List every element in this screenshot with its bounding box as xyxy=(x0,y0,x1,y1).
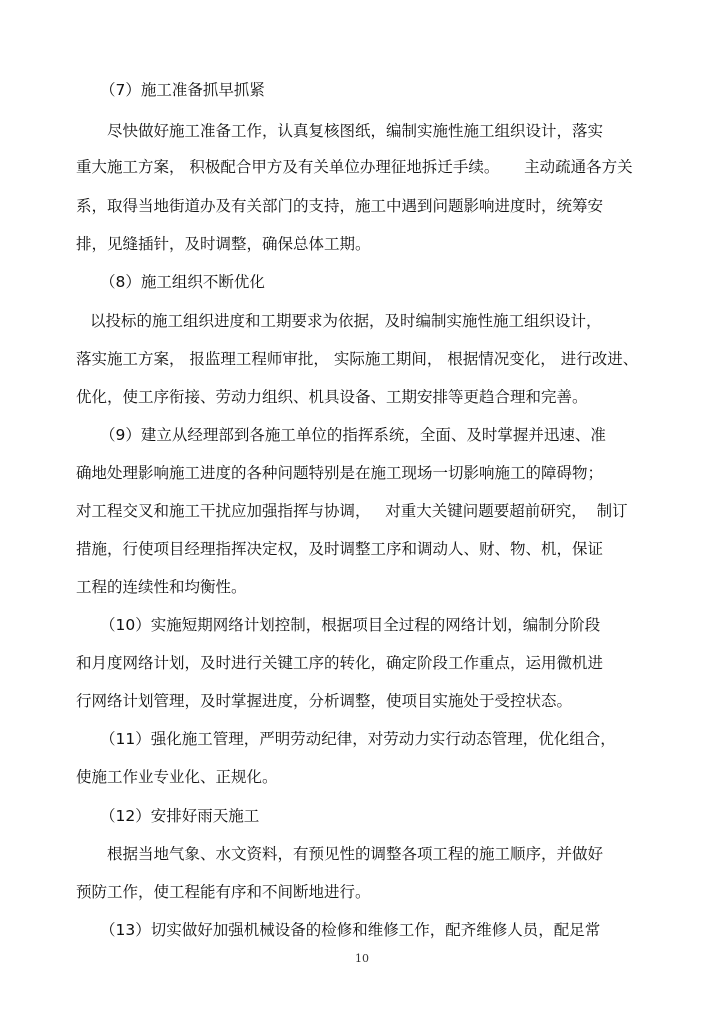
paragraph-line: 确地处理影响施工进度的各种问题特别是在施工现场一切影响施工的障碍物； xyxy=(76,464,604,482)
paragraph-line: 重大施工方案， 积极配合甲方及有关单位办理征地拆迁手续。 主动疏通各方关 xyxy=(76,158,633,176)
paragraph-line: 根据当地气象、水文资料，有预见性的调整各项工程的施工顺序，并做好 xyxy=(107,845,604,863)
paragraph-line: 工程的连续性和均衡性。 xyxy=(76,578,247,596)
heading-8: （8）施工组织不断优化 xyxy=(100,273,265,291)
paragraph-line: 预防工作，使工程能有序和不间断地进行。 xyxy=(76,883,371,901)
paragraph-line: 对工程交叉和施工干扰应加强指挥与协调， 对重大关键问题要超前研究， 制订 xyxy=(76,502,628,520)
paragraph-line: 使施工作业专业化、正规化。 xyxy=(76,768,278,786)
heading-9: （9）建立从经理部到各施工单位的指挥系统，全面、及时掌握并迅速、准 xyxy=(100,426,606,444)
heading-12: （12）安排好雨天施工 xyxy=(100,807,260,825)
heading-11: （11）强化施工管理，严明劳动纪律，对劳动力实行动态管理，优化组合， xyxy=(100,730,616,748)
heading-7: （7）施工准备抓早抓紧 xyxy=(100,81,265,99)
heading-10: （10）实施短期网络计划控制，根据项目全过程的网络计划，编制分阶段 xyxy=(100,616,601,634)
page-number: 10 xyxy=(355,952,369,965)
paragraph-line: 和月度网络计划，及时进行关键工序的转化，确定阶段工作重点，运用微机进 xyxy=(76,654,604,672)
paragraph-line: 优化，使工序衔接、劳动力组织、机具设备、工期安排等更趋合理和完善。 xyxy=(76,388,588,406)
paragraph-line: 系，取得当地街道办及有关部门的支持，施工中遇到问题影响进度时，统筹安 xyxy=(76,197,604,215)
paragraph-line: 尽快做好施工准备工作，认真复核图纸，编制实施性施工组织设计，落实 xyxy=(107,122,604,140)
paragraph-line: 排，见缝插针，及时调整，确保总体工期。 xyxy=(76,235,371,253)
heading-13: （13）切实做好加强机械设备的检修和维修工作，配齐维修人员，配足常 xyxy=(100,921,601,939)
paragraph-line: 以投标的施工组织进度和工期要求为依据，及时编制实施性施工组织设计， xyxy=(90,312,602,330)
paragraph-line: 行网络计划管理，及时掌握进度，分析调整，使项目实施处于受控状态。 xyxy=(76,692,573,710)
paragraph-line: 措施，行使项目经理指挥决定权，及时调整工序和调动人、财、物、机，保证 xyxy=(76,540,604,558)
paragraph-line: 落实施工方案， 报监理工程师审批， 实际施工期间， 根据情况变化， 进行改进、 xyxy=(76,350,639,368)
